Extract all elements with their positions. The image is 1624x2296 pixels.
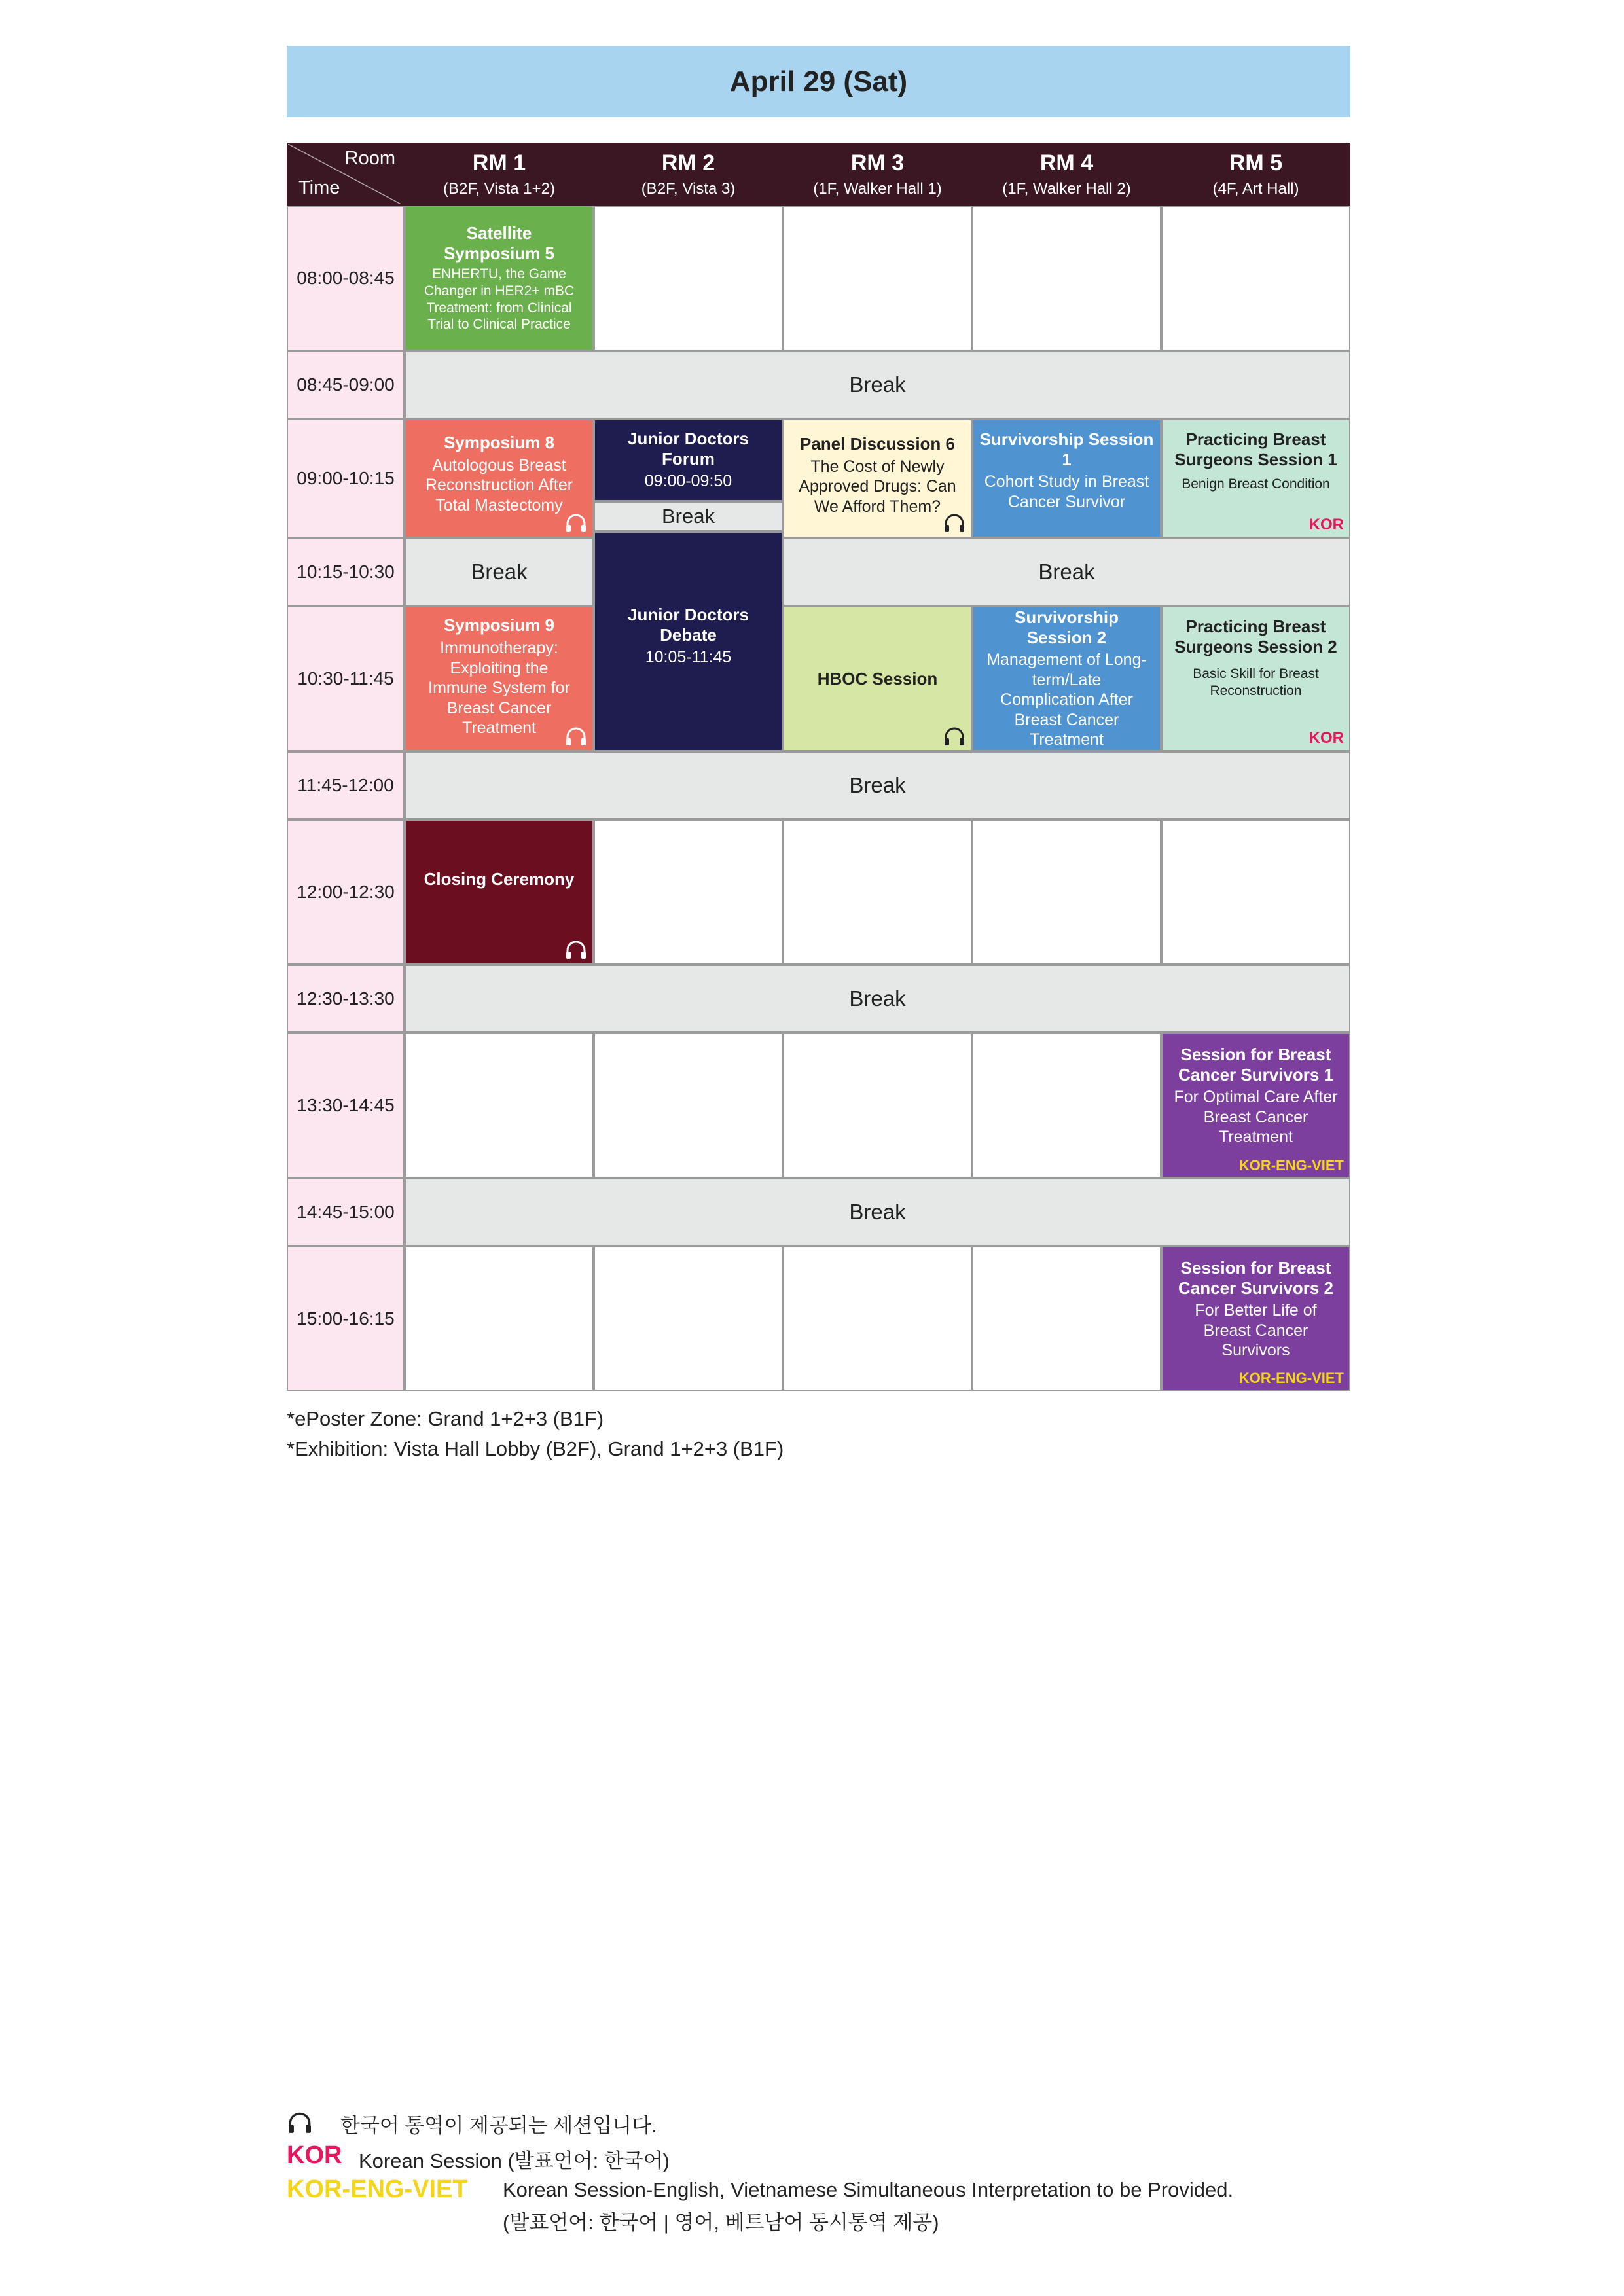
break-cell: Break — [405, 538, 594, 606]
session-survivorship-session-1[interactable] — [972, 419, 1161, 538]
room-header-rm3 — [783, 143, 972, 206]
empty-cell — [972, 1246, 1161, 1391]
room-location: (1F, Walker Hall 2) — [1002, 179, 1131, 198]
session-desc: Autologous Breast Reconstruction After Total Mastectomy — [425, 456, 573, 514]
empty-cell — [972, 819, 1161, 965]
session-junior-doctors-debate[interactable] — [594, 531, 783, 751]
session-title: Junior Doctors Forum — [628, 429, 749, 469]
empty-cell — [405, 1246, 594, 1391]
page-title: April 29 (Sat) — [287, 46, 1350, 117]
schedule-table — [287, 143, 1350, 1391]
session-title: Survivorship Session 2 — [1015, 607, 1119, 647]
legend-kev-text: Korean Session-English, Vietnamese Simultaneous Interpretation to be Provided. — [503, 2178, 1234, 2201]
headset-icon — [565, 726, 587, 746]
time-cell: 12:00-12:30 — [287, 819, 405, 965]
session-breast-cancer-survivors-2[interactable] — [1161, 1246, 1350, 1391]
legend-kor-label: KOR — [287, 2142, 342, 2169]
room-name: RM 5 — [1229, 150, 1283, 175]
headset-icon — [287, 2111, 313, 2134]
headset-icon — [565, 513, 587, 533]
session-closing-ceremony[interactable] — [405, 819, 594, 965]
session-desc: Management of Long-term/Late Complication After Breast Cancer Treatment — [986, 651, 1147, 749]
room-location: (B2F, Vista 1+2) — [443, 179, 555, 198]
legend-kev-label: KOR-ENG-VIET — [287, 2176, 468, 2203]
session-title: Session for Breast Cancer Survivors 2 — [1178, 1258, 1333, 1298]
empty-cell — [783, 819, 972, 965]
session-title: Junior Doctors Debate — [628, 605, 749, 645]
footnote-exhibition: *Exhibition: Vista Hall Lobby (B2F), Grand 1+2+3 (B1F) — [287, 1437, 784, 1460]
time-cell: 13:30-14:45 — [287, 1033, 405, 1178]
break-row: Break — [405, 751, 1350, 819]
empty-cell — [972, 1033, 1161, 1178]
session-time: 09:00-09:50 — [644, 472, 732, 491]
time-label: Time — [298, 177, 340, 198]
session-title: Symposium 8 — [443, 432, 555, 452]
break-row: Break — [405, 965, 1350, 1033]
break-row: Break — [405, 351, 1350, 419]
session-satellite-symposium-5[interactable] — [405, 206, 594, 351]
session-symposium-8[interactable] — [405, 419, 594, 538]
session-title: Satellite Symposium 5 — [443, 223, 555, 263]
session-title: Session for Breast Cancer Survivors 1 — [1178, 1045, 1333, 1085]
time-cell: 10:30-11:45 — [287, 606, 405, 751]
session-desc: Cohort Study in Breast Cancer Survivor — [984, 473, 1149, 511]
room-header-rm4 — [972, 143, 1161, 206]
break-cell: Break — [594, 501, 783, 531]
session-title: Practicing Breast Surgeons Session 1 — [1174, 429, 1337, 469]
headset-icon — [943, 513, 965, 533]
empty-cell — [783, 206, 972, 351]
empty-cell — [594, 1246, 783, 1391]
empty-cell — [1161, 206, 1350, 351]
time-cell: 08:00-08:45 — [287, 206, 405, 351]
session-desc: For Optimal Care After Breast Cancer Treatment — [1174, 1088, 1338, 1147]
room-header-rm2 — [594, 143, 783, 206]
session-practicing-breast-surgeons-2[interactable] — [1161, 606, 1350, 751]
break-row: Break — [405, 1178, 1350, 1246]
session-title: Survivorship Session 1 — [979, 429, 1154, 469]
kor-eng-viet-tag: KOR-ENG-VIET — [1238, 1157, 1344, 1174]
header-corner — [287, 143, 405, 206]
legend-headset-text: 한국어 통역이 제공되는 세션입니다. — [340, 2114, 657, 2137]
empty-cell — [594, 819, 783, 965]
room-name: RM 2 — [661, 150, 715, 175]
time-cell: 08:45-09:00 — [287, 351, 405, 419]
empty-cell — [972, 206, 1161, 351]
session-desc: For Better Life of Breast Cancer Survivors — [1195, 1301, 1317, 1360]
session-desc: ENHERTU, the Game Changer in HER2+ mBC Treatment: from Clinical Trial to Clinical Practice — [424, 266, 575, 332]
session-symposium-9[interactable] — [405, 606, 594, 751]
kor-tag: KOR — [1308, 729, 1344, 747]
empty-cell — [594, 206, 783, 351]
room-header-rm5 — [1161, 143, 1350, 206]
time-cell: 10:15-10:30 — [287, 538, 405, 606]
time-cell: 11:45-12:00 — [287, 751, 405, 819]
room-name: RM 1 — [472, 150, 526, 175]
break-cell: Break — [783, 538, 1350, 606]
legend-kor-text: Korean Session (발표언어: 한국어) — [359, 2149, 670, 2172]
session-title: Practicing Breast Surgeons Session 2 — [1174, 617, 1337, 656]
room-header-rm1 — [405, 143, 594, 206]
time-cell: 09:00-10:15 — [287, 419, 405, 538]
session-junior-doctors-forum[interactable] — [594, 419, 783, 501]
kor-tag: KOR — [1308, 516, 1344, 533]
legend-kev-text-2: (발표언어: 한국어 | 영어, 베트남어 동시통역 제공) — [503, 2211, 939, 2234]
session-time: 10:05-11:45 — [645, 648, 732, 667]
headset-icon — [565, 940, 587, 960]
room-name: RM 3 — [850, 150, 905, 175]
session-practicing-breast-surgeons-1[interactable] — [1161, 419, 1350, 538]
empty-cell — [783, 1246, 972, 1391]
session-hboc[interactable] — [783, 606, 972, 751]
headset-icon — [943, 726, 965, 746]
session-panel-discussion-6[interactable] — [783, 419, 972, 538]
session-title: HBOC Session — [817, 668, 938, 689]
room-location: (1F, Walker Hall 1) — [813, 179, 942, 198]
kor-eng-viet-tag: KOR-ENG-VIET — [1238, 1370, 1344, 1386]
session-title: Closing Ceremony — [424, 869, 575, 889]
empty-cell — [594, 1033, 783, 1178]
room-label: Room — [344, 148, 395, 169]
legend — [287, 2108, 1399, 2265]
session-desc: Basic Skill for Breast Reconstruction — [1193, 666, 1319, 698]
time-cell: 14:45-15:00 — [287, 1178, 405, 1246]
time-cell: 15:00-16:15 — [287, 1246, 405, 1391]
session-survivorship-session-2[interactable] — [972, 606, 1161, 751]
footnote-eposter: *ePoster Zone: Grand 1+2+3 (B1F) — [287, 1407, 604, 1430]
room-location: (4F, Art Hall) — [1212, 179, 1299, 198]
room-name: RM 4 — [1039, 150, 1094, 175]
empty-cell — [783, 1033, 972, 1178]
session-desc: Immunotherapy: Exploiting the Immune System for Breast Cancer Treatment — [428, 639, 570, 738]
empty-cell — [405, 1033, 594, 1178]
time-cell: 12:30-13:30 — [287, 965, 405, 1033]
session-title: Panel Discussion 6 — [800, 433, 955, 454]
room-location: (B2F, Vista 3) — [641, 179, 736, 198]
session-title: Symposium 9 — [443, 615, 555, 636]
session-desc: Benign Breast Condition — [1182, 476, 1330, 492]
empty-cell — [1161, 819, 1350, 965]
session-desc: The Cost of Newly Approved Drugs: Can We Afford Them? — [799, 457, 956, 516]
session-breast-cancer-survivors-1[interactable] — [1161, 1033, 1350, 1178]
